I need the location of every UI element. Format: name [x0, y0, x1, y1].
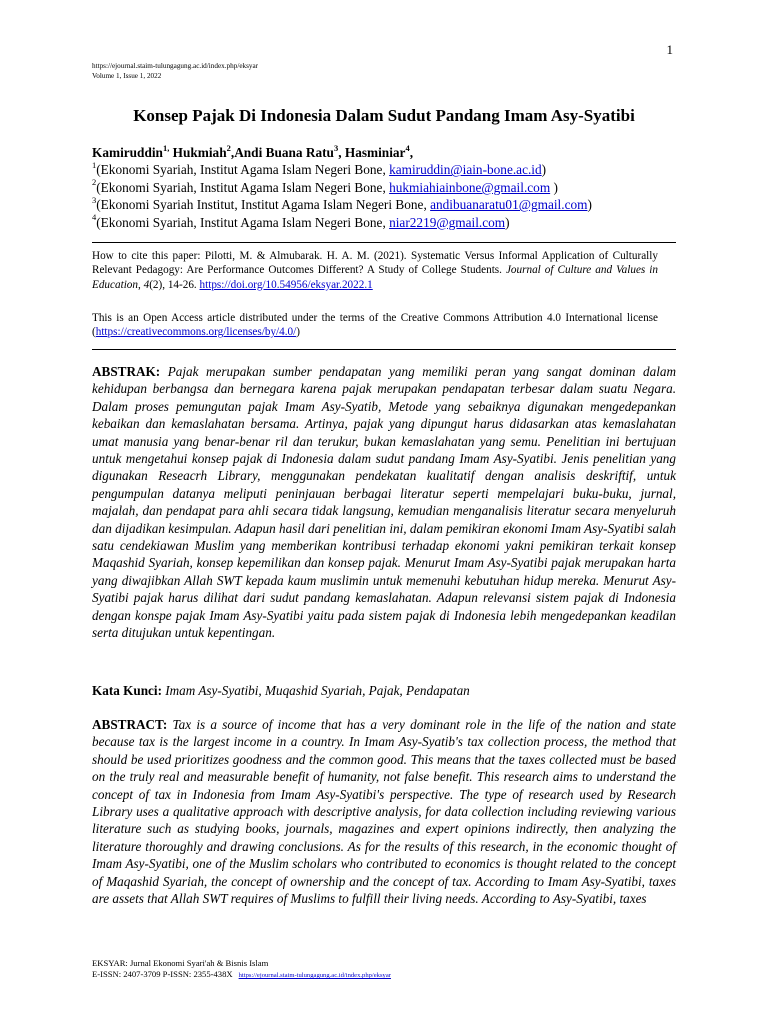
affiliation-2	[92, 179, 692, 196]
citation-block	[92, 249, 658, 292]
author-sup: 2	[226, 142, 231, 153]
open-access-notice	[92, 311, 658, 340]
keywords-section	[92, 683, 676, 699]
aff-close: )	[587, 197, 592, 213]
author-sup: 4	[405, 142, 410, 153]
aff-text: (Ekonomi Syariah Institut, Institut Agama Islam Negeri Bone,	[96, 197, 431, 213]
author-sep: ,	[338, 145, 345, 160]
citation-issue-pages: (2), 14-26.	[149, 278, 200, 291]
aff-sup: 1	[92, 159, 97, 170]
citation-volume: 4	[143, 278, 150, 291]
author-sep: ,	[409, 145, 414, 160]
paper-title: Konsep Pajak Di Indonesia Dalam Sudut Pandang Imam Asy-Syatibi	[133, 106, 635, 125]
top-divider	[92, 242, 676, 243]
author-list	[92, 144, 692, 161]
oa-close: )	[296, 326, 300, 339]
affiliation-4	[92, 214, 692, 231]
citation-journal: Journal of Culture and Values in Education	[92, 264, 658, 291]
author-name: Andi Buana Ratu	[234, 145, 334, 160]
abstrak-text: Pajak merupakan sumber pendapatan yang memiliki peran yang sangat dominan dalam kehidupan berbangsa dan bernegara karena pajak merupakan pendapatan terbesar dalam suatu Negara. Dalam proses pemungutan pajak Imam Asy-Syatib, Metode yang sebaiknya digunakan mengedepankan kebaikan dan kemaslahatan bersama. Artinya, pajak yang dipungut harus didasarkan atas kemaslahatan umat manusia yang benar-benar ril dan terukur, bukan kemaslahatan yang semu. Penelitian ini bertujuan untuk mengetahui konsep pajak di Indonesia dalam sudut pandang Imam Asy-Syatibi. Jenis penelitian yang digunakan Reseacrh Library, menggunakan pendekatan kualitatif dengan analisis deskriftif, untuk pengumpulan datanya meliputi peninjauan berbagai literatur seperti mempelajari buku-buku, jurnal, majalah, dan pendapat para ahli secara tidak langsung, kemudian menganalisis literatur secara menyeluruh dan dijadikan kesimpulan. Adapun hasil dari penelitian ini, dalam pemikiran ekonomi Imam Asy-Syatibi salah satu cendekiawan Muslim yang memberikan kontribusi terhadap ekonomi yakni pemikiran terkait konsep Maqashid Syariah, konsep kepemilikan dan konsep pajak. Menurut Imam Asy-Syatibi pajak merupakan harta yang diwajibkan Allah SWT kepada kaum muslimin untuk memenuhi kebutuhan hidup mereka. Menurut Asy-Syatibi pajak harus dilihat dari sudut pandang kemaslahatan. Adapun relevansi sistem pajak di Indonesia dengan konspe pajak Imam Asy-Syatibi yaitu pada sistem pajak di Indonesia lebih mengedepankan keadilan serta ditujukan untuk kepentingan.	[92, 364, 676, 641]
author-block	[92, 144, 692, 231]
footer-issn: E-ISSN: 2407-3709 P-ISSN: 2355-438X	[92, 969, 233, 979]
author-sep: ,	[230, 145, 235, 160]
bottom-divider	[92, 349, 676, 350]
aff-sup: 4	[92, 212, 97, 223]
aff-close: )	[550, 179, 558, 195]
author-sup: 3	[333, 142, 339, 153]
footer-issn-line	[92, 969, 391, 981]
email-link[interactable]: andibuanaratu01@gmail.com	[430, 197, 588, 213]
aff-text: (Ekonomi Syariah, Institut Agama Islam Negeri Bone,	[96, 214, 390, 230]
keywords-label: Kata Kunci:	[92, 683, 162, 698]
doi-link[interactable]: https://doi.org/10.54956/eksyar.2022.1	[199, 278, 373, 291]
aff-text: (Ekonomi Syariah, Institut Agama Islam Negeri Bone,	[96, 179, 390, 195]
journal-volume: Volume 1, Issue 1, 2022	[92, 72, 162, 80]
aff-sup: 2	[92, 177, 97, 188]
page-number: 1	[666, 42, 673, 57]
author-name: Hukmiah	[172, 145, 227, 160]
footer-journal-name: EKSYAR: Jurnal Ekonomi Syari'ah & Bisnis Islam	[92, 958, 269, 968]
citation-text: How to cite this paper: Pilotti, M. & Almubarak. H. A. M. (2021). Systematic Versus Informal Application of Culturally Relevant Pedagogy: Are Performance Outcomes Different? A Study of College Students.	[92, 250, 658, 277]
journal-header	[92, 61, 258, 81]
abstrak-label: ABSTRAK:	[92, 364, 161, 379]
affiliation-3	[92, 196, 692, 213]
journal-url[interactable]: https://ejournal.staim-tulungagung.ac.id/index.php/eksyar	[92, 62, 259, 70]
abstract-en-text: Tax is a source of income that has a very dominant role in the life of the nation and state because tax is the largest income in a country. In Imam Asy-Syatib's tax collection process, the method that should be used prioritizes goodness and the common good. This means that the taxes collected must be based on the truly real and measurable benefit of humanity, not false benefit. This research aims to understand the concept of tax in Indonesia from Imam Asy-Syatibi's perspective. The type of research used by Research Library uses a qualitative approach with descriptive analysis, for data collection including reviewing various literature such as studying books, journals, magazines and expert opinions indirectly, then analyzing the literature thoroughly and drawing conclusions. As for the results of this research, in the economic thought of Imam Asy-Syatibi, one of the Muslim scholars who contributed to economics is thought related to the concept of Maqashid Syariah, the concept of ownership and the concept of tax. According to Imam Asy-Syatibi, taxes are assets that Allah SWT requires of Muslims to fulfill their living needs. According to Asy-Syatibi, taxes	[92, 717, 677, 907]
keywords-text: Imam Asy-Syatibi, Muqashid Syariah, Pajak, Pendapatan	[165, 683, 470, 698]
abstrak-section	[92, 363, 676, 642]
citation-sep: ,	[138, 278, 144, 291]
aff-close: )	[505, 214, 510, 230]
author-name: Kamiruddin	[92, 145, 163, 160]
page-footer	[92, 958, 391, 981]
email-link[interactable]: niar2219@gmail.com	[389, 214, 506, 230]
affiliation-1	[92, 161, 692, 178]
abstract-en-label: ABSTRACT:	[92, 717, 168, 732]
aff-close: )	[541, 162, 547, 178]
author-sup: 1,	[162, 142, 170, 153]
footer-url[interactable]: https://ejournal.staim-tulungagung.ac.id/index.php/eksyar	[238, 972, 391, 979]
oa-text: This is an Open Access article distributed under the terms of the Creative Commons Attribution 4.0 International license (	[92, 312, 658, 339]
abstract-en-section	[92, 716, 676, 907]
email-link[interactable]: hukmiahiainbone@gmail.com	[389, 179, 551, 195]
aff-text: (Ekonomi Syariah, Institut Agama Islam Negeri Bone,	[96, 162, 390, 178]
email-link[interactable]: kamiruddin@iain-bone.ac.id	[389, 162, 542, 178]
aff-sup: 3	[92, 194, 97, 205]
license-link[interactable]: https://creativecommons.org/licenses/by/4.0/	[95, 326, 297, 339]
author-name: Hasminiar	[344, 145, 406, 160]
